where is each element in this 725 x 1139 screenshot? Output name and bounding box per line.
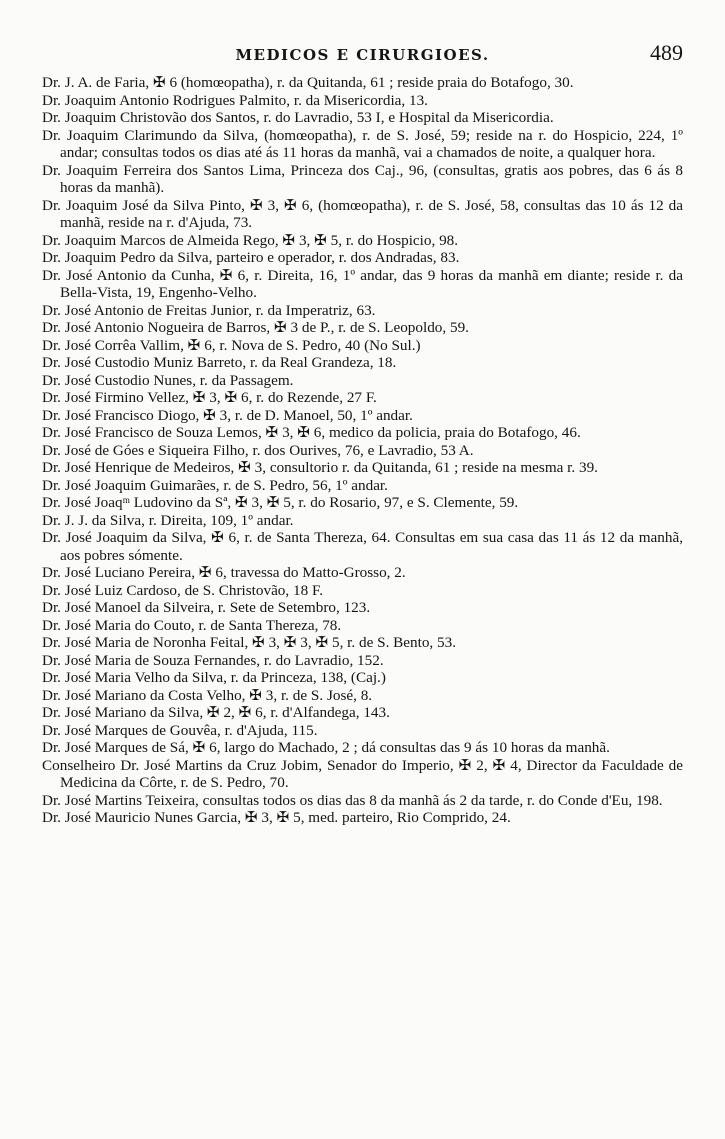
list-item: Dr. José Maria do Couto, r. de Santa Thereza, 78. xyxy=(42,616,342,634)
list-item: Dr. José Maria de Noronha Feital, ✠ 3, ✠ 3, ✠ 5, r. de S. Bento, 53. xyxy=(42,634,457,651)
list-item: Dr. Joaquim Marcos de Almeida Rego, ✠ 3, ✠ 5, r. do Hospicio, 98. xyxy=(42,231,459,249)
list-item: Dr. José Manoel da Silveira, r. Sete de Setembro, 123. xyxy=(42,599,371,616)
list-item: Dr. José Mariano da Silva, ✠ 2, ✠ 6, r. d'Alfandega, 143. xyxy=(42,704,390,721)
list-item: Dr. José Custodio Nunes, r. da Passagem. xyxy=(42,371,294,389)
list-item: Dr. José Antonio Nogueira de Barros, ✠ 3 de P., r. de S. Leopoldo, 59. xyxy=(42,319,469,336)
page-header xyxy=(42,40,683,74)
physician-list xyxy=(42,74,683,827)
list-item: Dr. José Joaqᵐ Ludovino da Sª, ✠ 3, ✠ 5, r. do Rosario, 97, e S. Clemente, 59. xyxy=(42,494,519,511)
list-item: Dr. Joaquim Christovão dos Santos, r. do Lavradio, 53 I, e Hospital da Misericordia. xyxy=(42,109,554,126)
list-item: Dr. Joaquim Clarimundo da Silva, (homœopatha), r. de S. José, 59; reside na r. do Hospicio, 224, 1º andar; consultas todos os dias até ás 11 horas da manhã, vai a chamados de noite, a qualquer hora. xyxy=(42,126,683,161)
list-item: Dr. José Firmino Vellez, ✠ 3, ✠ 6, r. do Rezende, 27 F. xyxy=(42,389,377,406)
list-item: Dr. José Joaquim da Silva, ✠ 6, r. de Santa Thereza, 64. Consultas em sua casa das 11 ás 12 da manhã, aos pobres sómente. xyxy=(42,529,683,564)
list-item: Dr. José Mariano da Costa Velho, ✠ 3, r. de S. José, 8. xyxy=(42,686,373,704)
list-item: Dr. José Luiz Cardoso, de S. Christovão, 18 F. xyxy=(42,581,324,599)
list-item: Dr. José Maria de Souza Fernandes, r. do Lavradio, 152. xyxy=(42,651,384,669)
list-item: Dr. José Custodio Muniz Barreto, r. da Real Grandeza, 18. xyxy=(42,354,397,371)
list-item: Dr. Joaquim Pedro da Silva, parteiro e operador, r. dos Andradas, 83. xyxy=(42,249,460,266)
list-item: Dr. J. A. de Faria, ✠ 6 (homœopatha), r. da Quitanda, 61 ; reside praia do Botafogo, 30. xyxy=(42,74,574,91)
list-item: Dr. Joaquim José da Silva Pinto, ✠ 3, ✠ 6, (homœopatha), r. de S. José, 58, consultas das 10 ás 12 da manhã, reside na r. d'Ajuda, 73. xyxy=(42,196,683,231)
list-item: Conselheiro Dr. José Martins da Cruz Jobim, Senador do Imperio, ✠ 2, ✠ 4, Director da Faculdade de Medicina da Côrte, r. de S. Pedro, 70. xyxy=(42,756,683,791)
running-title: MEDICOS E CIRURGIOES. xyxy=(235,46,490,64)
list-item: Dr. José Antonio da Cunha, ✠ 6, r. Direita, 16, 1º andar, das 9 horas da manhã em diante; reside r. da Bella-Vista, 19, Engenho-Velho. xyxy=(42,266,683,301)
list-item: Dr. José Maria Velho da Silva, r. da Princeza, 138, (Caj.) xyxy=(42,669,386,686)
list-item: Dr. José Francisco de Souza Lemos, ✠ 3, ✠ 6, medico da policia, praia do Botafogo, 46. xyxy=(42,424,581,441)
list-item: Dr. José Luciano Pereira, ✠ 6, travessa do Matto-Grosso, 2. xyxy=(42,564,406,581)
page-number: 489 xyxy=(650,40,683,65)
list-item: Dr. José de Góes e Siqueira Filho, r. dos Ourives, 76, e Lavradio, 53 A. xyxy=(42,441,474,459)
list-item: Dr. José Marques de Gouvêa, r. d'Ajuda, 115. xyxy=(42,721,318,739)
list-item: Dr. Joaquim Ferreira dos Santos Lima, Princeza dos Caj., 96, (consultas, gratis aos pobres, das 6 ás 8 horas da manhã). xyxy=(42,161,683,196)
list-item: Dr. José Mauricio Nunes Garcia, ✠ 3, ✠ 5, med. parteiro, Rio Comprido, 24. xyxy=(42,809,511,826)
list-item: Dr. J. J. da Silva, r. Direita, 109, 1º andar. xyxy=(42,511,294,529)
list-item: Dr. Joaquim Antonio Rodrigues Palmito, r. da Misericordia, 13. xyxy=(42,91,428,109)
list-item: Dr. José Martins Teixeira, consultas todos os dias das 8 da manhã ás 2 da tarde, r. do Conde d'Eu, 198. xyxy=(42,791,663,809)
list-item: Dr. José Francisco Diogo, ✠ 3, r. de D. Manoel, 50, 1º andar. xyxy=(42,406,413,424)
list-item: Dr. José Marques de Sá, ✠ 6, largo do Machado, 2 ; dá consultas das 9 ás 10 horas da manhã. xyxy=(42,739,610,756)
list-item: Dr. José Henrique de Medeiros, ✠ 3, consultorio r. da Quitanda, 61 ; reside na mesma r. 39. xyxy=(42,459,598,476)
list-item: Dr. José Antonio de Freitas Junior, r. da Imperatriz, 63. xyxy=(42,301,376,319)
list-item: Dr. José Joaquim Guimarães, r. de S. Pedro, 56, 1º andar. xyxy=(42,476,388,494)
list-item: Dr. José Corrêa Vallim, ✠ 6, r. Nova de S. Pedro, 40 (No Sul.) xyxy=(42,336,421,354)
